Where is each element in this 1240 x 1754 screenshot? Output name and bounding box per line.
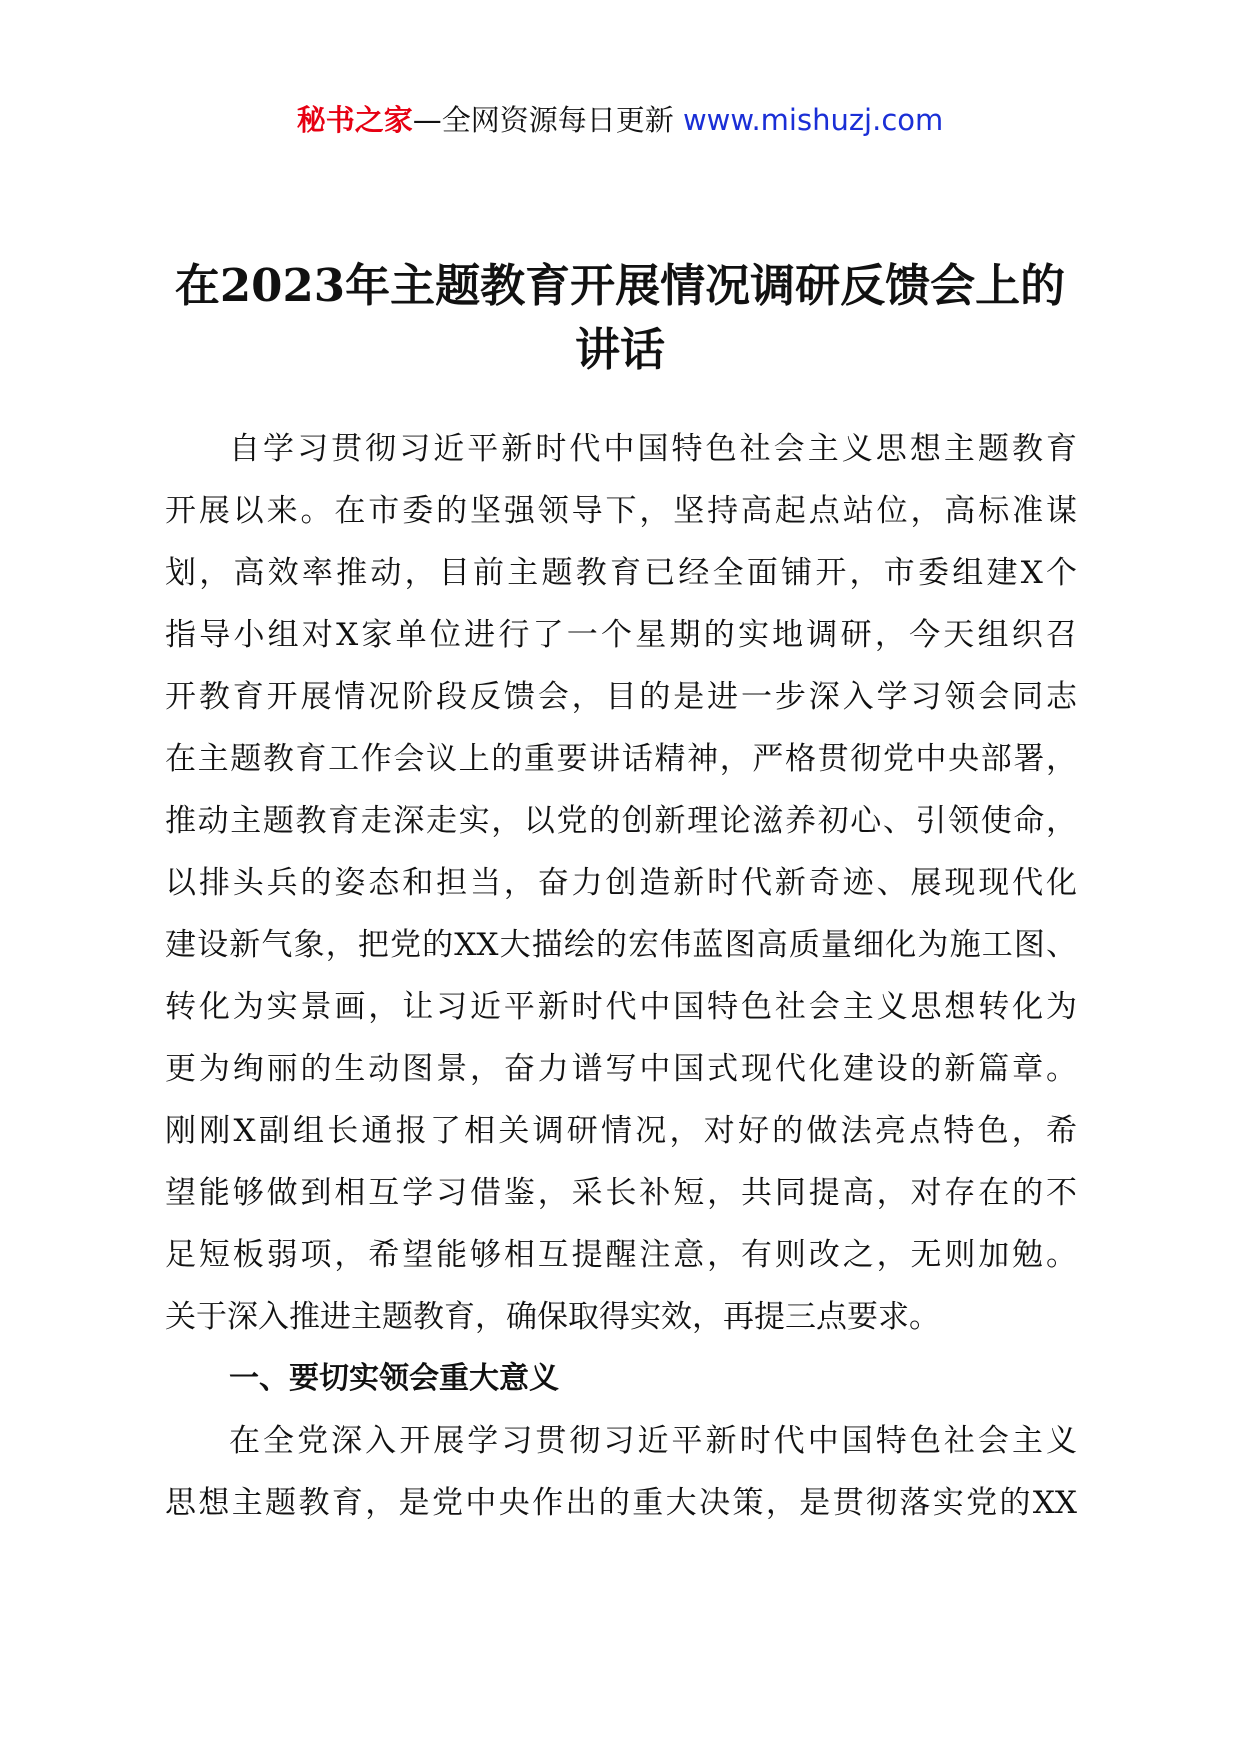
text-line: 刚刚X副组长通报了相关调研情况，对好的做法亮点特色，希 (165, 1113, 1077, 1149)
paragraph-1 (165, 418, 1077, 1348)
title-line-1: 在2023年主题教育开展情况调研反馈会上的 (174, 259, 1066, 312)
brand-name: 秘书之家 (296, 103, 413, 137)
text-line: 推动主题教育走深走实，以党的创新理论滋养初心、引领使命， (165, 803, 1077, 839)
paragraph-2 (165, 1410, 1077, 1534)
text-line: 开教育开展情况阶段反馈会，目的是进一步深入学习领会同志 (165, 679, 1077, 715)
text-line: 转化为实景画，让习近平新时代中国特色社会主义思想转化为 (165, 989, 1077, 1025)
website-link[interactable]: www.mishuzj.com (682, 103, 944, 137)
text-line: 足短板弱项，希望能够相互提醒注意，有则改之，无则加勉。 (165, 1237, 1077, 1273)
document-body (165, 418, 1077, 1534)
document-title (100, 254, 1140, 382)
text-line: 在全党深入开展学习贯彻习近平新时代中国特色社会主义 (229, 1423, 1077, 1459)
text-line: 开展以来。在市委的坚强领导下，坚持高起点站位，高标准谋 (165, 493, 1077, 529)
title-line-2: 讲话 (574, 323, 665, 376)
text-line: 自学习贯彻习近平新时代中国特色社会主义思想主题教育 (229, 431, 1077, 467)
text-line: 划，高效率推动，目前主题教育已经全面铺开，市委组建X个 (165, 555, 1077, 591)
text-line: 在主题教育工作会议上的重要讲话精神，严格贯彻党中央部署， (165, 741, 1077, 777)
text-line: 更为绚丽的生动图景，奋力谱写中国式现代化建设的新篇章。 (165, 1051, 1077, 1087)
section-heading: 一、要切实领会重大意义 (229, 1361, 559, 1396)
text-line: 望能够做到相互学习借鉴，采长补短，共同提高，对存在的不 (165, 1175, 1077, 1211)
site-header (0, 100, 1240, 140)
text-line: 以排头兵的姿态和担当，奋力创造新时代新奇迹、展现现代化 (165, 865, 1077, 901)
text-line: 指导小组对X家单位进行了一个星期的实地调研，今天组织召 (165, 617, 1077, 653)
text-line: 关于深入推进主题教育，确保取得实效，再提三点要求。 (165, 1299, 940, 1335)
header-tagline: —全网资源每日更新 (412, 103, 683, 137)
text-line: 思想主题教育，是党中央作出的重大决策，是贯彻落实党的XX (165, 1485, 1077, 1521)
text-line: 建设新气象，把党的XX大描绘的宏伟蓝图高质量细化为施工图、 (165, 927, 1077, 963)
